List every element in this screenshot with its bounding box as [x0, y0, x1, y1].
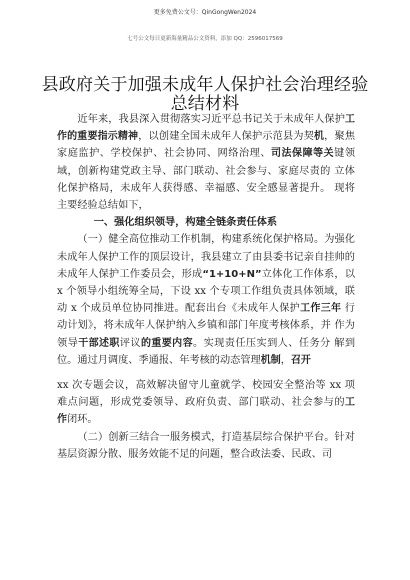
paragraph-3: （二）创新三结合一服务模式，打造基层综合保护平台。针对基层资源分散、服务效能不足的问题，整合政法委、民政、司 — [57, 431, 355, 460]
para1-bold-5: 机制 — [260, 354, 281, 366]
paragraph-gap — [57, 369, 355, 377]
para2-text-1: xx 次专题会议，高效解决留守儿童就学、校园安全整治等 xx 项 难点问题，形成党委领导、政府负责、部门联动、社会参与的 — [57, 380, 355, 409]
intro-bold-1: 工作的重要指示精神 — [57, 114, 355, 143]
para1-bold-3: 干部述职 — [78, 337, 120, 349]
intro-text-5: 键领域，创新构建党政主导、部门联动、社会参与、家庭尽责的 立体化保护格局，未成年人获得感、幸福感、安全感显著提升。 现将主要经验总结如下， — [57, 148, 356, 212]
para1-text-6: ， — [280, 354, 291, 366]
intro-text-1: 近年来，我县深入贯彻落实习近平总书记关于未成年人保护 — [77, 114, 345, 125]
para1-bold-1: “1+10+N” — [202, 268, 262, 280]
document-title: 县政府关于加强未成年人保护社会治理经验总结材料 — [41, 75, 369, 114]
para2-bold-1: 工 作 — [57, 397, 355, 426]
para1-bold-6: 召开 — [290, 354, 311, 366]
intro-paragraph — [57, 111, 355, 214]
section-heading-1: 一、强化组织领导，构建全链条责任体系 — [93, 217, 278, 229]
para1-text-3: 行动计划》，将未成年人保护纳入乡镇和部门年度考核体系，并 作为领导 — [57, 303, 355, 349]
para1-text-5: 。实现责任压实到人、任务分 解到位。通过月调度、季通报、年考核的动态管理 — [57, 337, 356, 366]
para1-bold-2: 工作三年 — [300, 303, 342, 315]
para2-text-2: 闭环。 — [67, 414, 98, 426]
paragraph-2 — [57, 377, 355, 429]
document-body — [57, 111, 355, 463]
intro-text-3: ，聚焦家庭监护、学校保护、社会协同、网络治 — [57, 131, 356, 160]
intro-bold-3: 司法保障等关 — [271, 148, 335, 160]
para1-bold-4: 的重要内容 — [140, 337, 193, 349]
intro-text-2: ，以创建全国未成年人保护示范县为契 — [138, 131, 314, 143]
header-contact-line: 七号公文每日更新海量精品公文资料，添加 QQ：2596017569 — [127, 36, 283, 42]
para1-text-4: 评议 — [119, 337, 141, 349]
intro-text-4: 理、 — [249, 148, 272, 160]
para1-text-2: 立体化工作体系，以 x 个领导小组统筹全局，下设 xx 个专项工作组负责具体领域，联动 x 个成员单位协同推进。配套出台《未成年人保护 — [57, 268, 356, 315]
para1-text-1: （一）健全高位推动工作机制，构建系统化保护格局。为强化未成年人保护工作的顶层设计，我县建立了由县委书记亲自挂帅的未成年人保护工作委员会，形成 — [57, 234, 355, 280]
intro-bold-2: 机 — [314, 131, 325, 143]
header-promo-line: 更多免费公文号：QinGongWen2024 — [153, 9, 257, 16]
paragraph-1 — [57, 231, 355, 369]
